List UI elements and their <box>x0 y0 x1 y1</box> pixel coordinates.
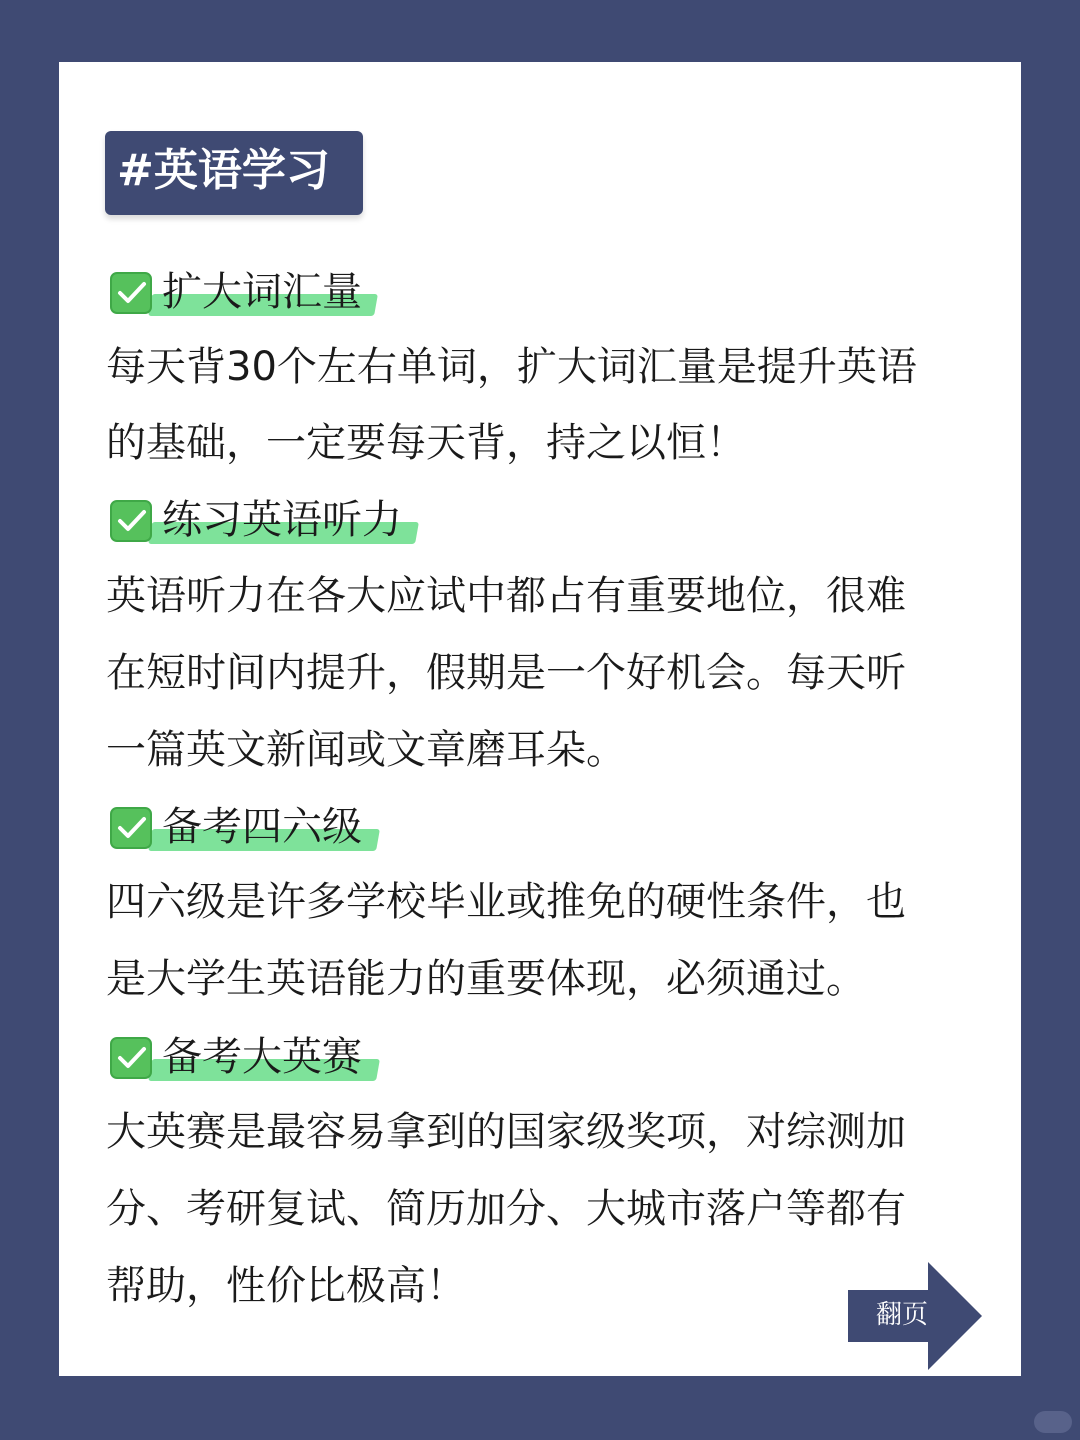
body-line: 四六级是许多学校毕业或推免的硬性条件，也 <box>106 879 906 925</box>
body-line: 帮助，性价比极高！ <box>106 1263 466 1309</box>
section-heading-text: 练习英语听力 <box>162 497 402 543</box>
section-heading-text: 备考四六级 <box>162 804 362 850</box>
check-mark-icon <box>110 1037 152 1079</box>
watermark-badge <box>1034 1411 1072 1433</box>
section-heading-text: 扩大词汇量 <box>162 269 362 315</box>
body-line: 大英赛是最容易拿到的国家级奖项，对综测加 <box>106 1109 906 1155</box>
check-mark-icon <box>110 272 152 314</box>
next-page-button[interactable]: 翻页 <box>875 1300 928 1330</box>
body-line: 是大学生英语能力的重要体现，必须通过。 <box>106 956 866 1002</box>
body-line: 在短时间内提升，假期是一个好机会。每天听 <box>106 650 906 696</box>
page-title: #英语学习 <box>117 145 330 196</box>
body-line: 每天背30个左右单词，扩大词汇量是提升英语 <box>106 344 917 390</box>
body-line: 分、考研复试、简历加分、大城市落户等都有 <box>106 1186 906 1232</box>
body-line: 一篇英文新闻或文章磨耳朵。 <box>106 727 626 773</box>
check-mark-icon <box>110 500 152 542</box>
body-line: 英语听力在各大应试中都占有重要地位，很难 <box>106 573 906 619</box>
body-line: 的基础，一定要每天背，持之以恒！ <box>106 420 746 466</box>
check-mark-icon <box>110 807 152 849</box>
section-heading-text: 备考大英赛 <box>162 1034 362 1080</box>
